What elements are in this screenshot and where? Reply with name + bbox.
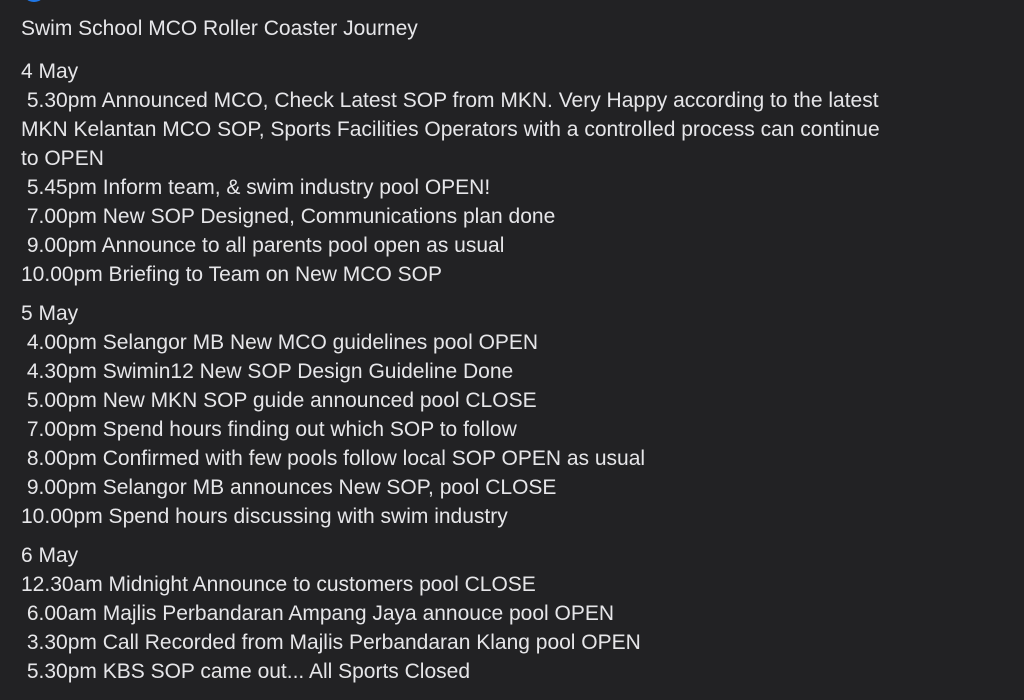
timeline-entry: 9.00pm Selangor MB announces New SOP, pool CLOSE (21, 476, 557, 499)
timeline-entry: 4.30pm Swimin12 New SOP Design Guideline Done (21, 360, 514, 383)
timeline-entry: 7.00pm New SOP Designed, Communications plan done (21, 205, 556, 228)
day-date: 6 May (21, 544, 79, 567)
post-body (21, 14, 1011, 696)
timeline-entry: 5.00pm New MKN SOP guide announced pool CLOSE (21, 389, 537, 412)
day-section-4-may (21, 57, 1011, 289)
timeline-entry: 3.30pm Call Recorded from Majlis Perbandaran Klang pool OPEN (21, 631, 641, 654)
timeline-entry: 5.30pm Announced MCO, Check Latest SOP from MKN. Very Happy according to the latest MKN Kelantan MCO SOP, Sports Facilities Operators with a controlled process can continue to OPEN (21, 89, 880, 170)
day-section-6-may (21, 541, 1011, 686)
timeline-entry: 8.00pm Confirmed with few pools follow local SOP OPEN as usual (21, 447, 646, 470)
day-date: 5 May (21, 302, 79, 325)
timeline-entry: 4.00pm Selangor MB New MCO guidelines pool OPEN (21, 331, 539, 354)
timeline-entry: 5.30pm KBS SOP came out... All Sports Closed (21, 660, 471, 683)
timeline-entry: 5.45pm Inform team, & swim industry pool OPEN! (21, 176, 491, 199)
timeline-entry: 6.00am Majlis Perbandaran Ampang Jaya annouce pool OPEN (21, 602, 615, 625)
post-title: Swim School MCO Roller Coaster Journey (21, 17, 418, 40)
timeline-entry: 10.00pm Spend hours discussing with swim industry (21, 505, 508, 528)
timeline-entry: 7.00pm Spend hours finding out which SOP to follow (21, 418, 517, 441)
timeline-entry: 12.30am Midnight Announce to customers pool CLOSE (21, 573, 536, 596)
day-section-5-may (21, 299, 1011, 531)
day-date: 4 May (21, 60, 79, 83)
timeline-entry: 10.00pm Briefing to Team on New MCO SOP (21, 263, 442, 286)
timeline-entry: 9.00pm Announce to all parents pool open as usual (21, 234, 505, 257)
avatar[interactable] (22, 0, 46, 2)
